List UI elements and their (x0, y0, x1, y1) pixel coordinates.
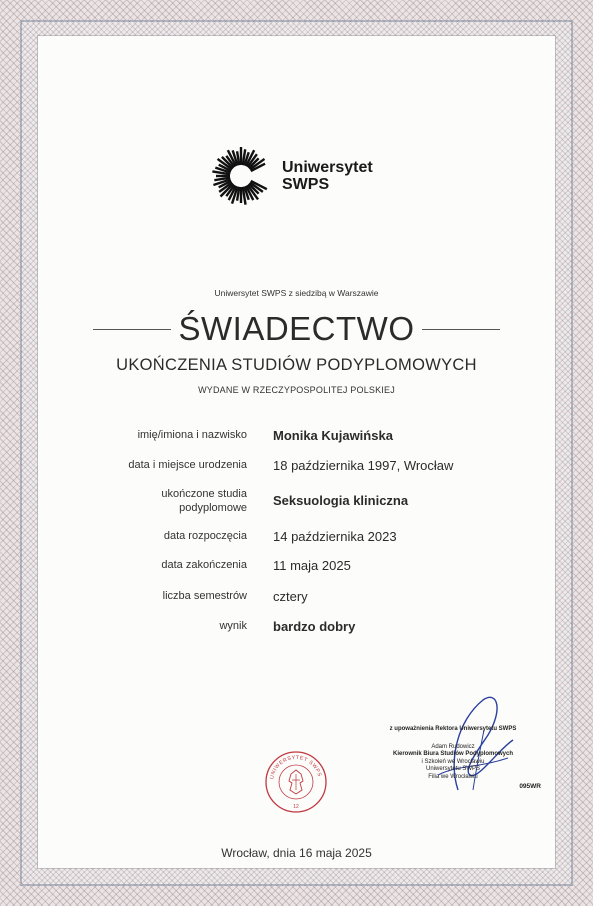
signature-authorization: z upoważnienia Rektora Uniwersytetu SWPS (389, 726, 517, 732)
field-value: bardzo dobry (273, 619, 356, 634)
title-rule-left (93, 329, 171, 330)
field-label: data zakończenia (161, 559, 247, 571)
signature-role-line1: Kierownik Biura Studiów Podyplomowych (392, 751, 513, 757)
field-label: liczba semestrów (162, 590, 247, 602)
signature-code: 095WR (519, 783, 541, 790)
logo-text-line1: Uniwersytet (282, 159, 373, 176)
field-label-line1: ukończone studia (161, 488, 247, 500)
issue-date: Wrocław, dnia 16 maja 2025 (221, 846, 372, 860)
signature-role-line2: i Szkoleń we Wrocławiu (421, 758, 485, 765)
signature-name: Adam Rudowicz (431, 743, 475, 750)
university-logo (210, 145, 373, 207)
field-label (57, 487, 247, 515)
field-label: data i miejsce urodzenia (128, 459, 247, 471)
field-label-line2: podyplomowe (179, 502, 247, 514)
field-label: imię/imiona i nazwisko (137, 429, 247, 441)
seal-number: 12 (293, 804, 299, 810)
field-value: 18 października 1997, Wrocław (273, 458, 454, 473)
field-value: Monika Kujawińska (273, 428, 393, 443)
official-seal-icon (264, 750, 328, 814)
signature-block (373, 726, 541, 790)
issued-in: WYDANE W RZECZYPOSPOLITEJ POLSKIEJ (198, 385, 395, 395)
field-value: 11 maja 2025 (273, 558, 351, 573)
field-value: 14 października 2023 (273, 529, 397, 544)
certificate-subtitle: UKOŃCZENIA STUDIÓW PODYPLOMOWYCH (116, 356, 477, 374)
title-row (38, 310, 555, 348)
field-value: Seksuologia kliniczna (273, 493, 409, 508)
field-value: cztery (273, 589, 308, 604)
title-rule-right (422, 329, 500, 330)
field-label: wynik (219, 620, 247, 632)
logo-text-line2: SWPS (282, 176, 330, 193)
certificate-title: ŚWIADECTWO (178, 310, 415, 347)
signature-org-line2: Filia we Wrocławiu (428, 773, 478, 780)
university-seat: Uniwersytet SWPS z siedzibą w Warszawie (214, 288, 379, 298)
signature-org-line1: Uniwersytetu SWPS (425, 766, 480, 772)
field-label: data rozpoczęcia (163, 530, 247, 542)
certificate-paper (38, 36, 555, 868)
seal-text: UNIWERSYTET SWPS (269, 754, 323, 780)
sunburst-logo-icon (210, 145, 272, 207)
